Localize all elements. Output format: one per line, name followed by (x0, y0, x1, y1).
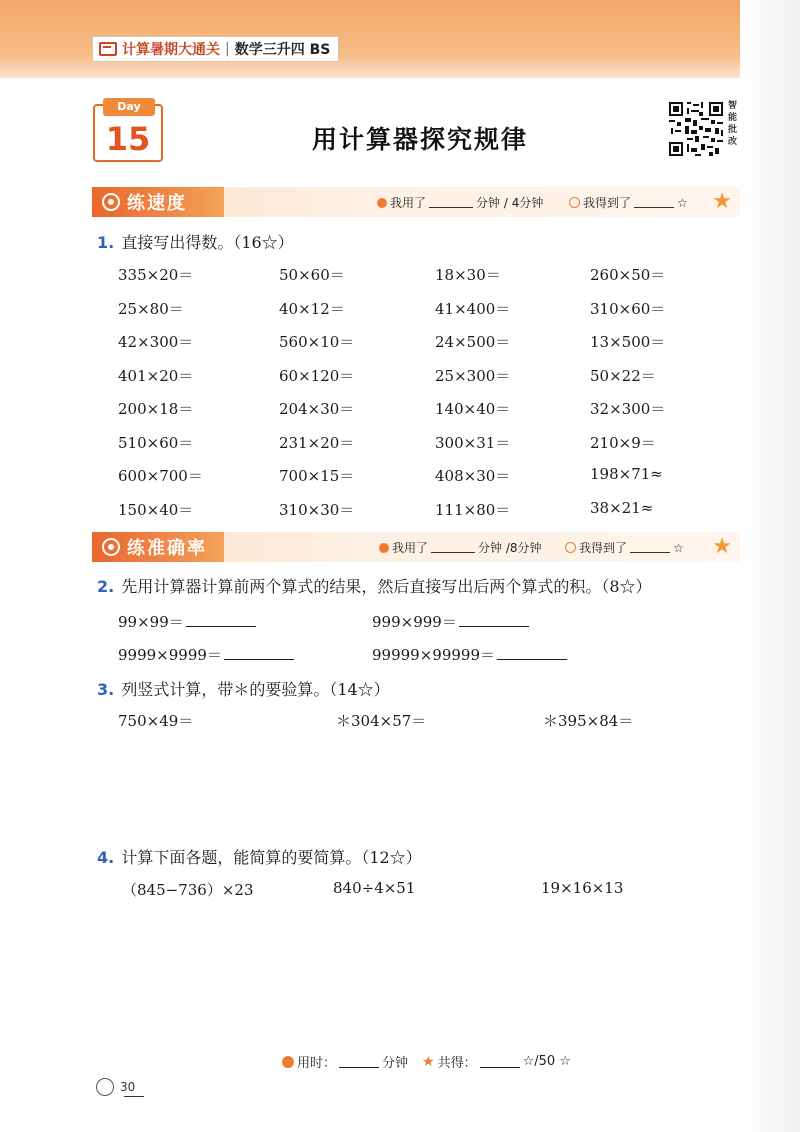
check-icon (565, 542, 576, 553)
footer-time (282, 1052, 408, 1071)
score-blank-2[interactable] (630, 542, 670, 553)
question-1-item: 510×60＝ (118, 433, 194, 452)
page-number-underline (124, 1096, 144, 1097)
footer-time-label: 用时： (297, 1056, 337, 1071)
star-icon: ★ (422, 1053, 435, 1070)
question-1-item: 198×71≈ (590, 465, 663, 483)
series-name: 计算暑期大通关 (122, 42, 220, 58)
time-prefix-2: 我用了 (392, 541, 429, 555)
question-1-item: 335×20＝ (118, 266, 194, 284)
answer-blank[interactable] (459, 613, 529, 627)
time-used-field (377, 194, 543, 211)
question-1-item: 60×120＝ (279, 366, 355, 385)
question-1-item: 408×30＝ (435, 467, 511, 485)
score-field-2 (565, 539, 684, 556)
section-accuracy-bar (92, 532, 740, 562)
footer-time-blank[interactable] (339, 1056, 379, 1068)
page-edge-shadow (740, 0, 800, 1132)
target-icon (102, 538, 120, 556)
qr-code[interactable] (667, 100, 725, 158)
question-1-item: 38×21≈ (590, 498, 654, 517)
question-4-number: 4. (97, 848, 115, 867)
footer-summary (282, 1052, 571, 1071)
question-1-item: 560×10＝ (279, 333, 355, 351)
question-1-item: 200×18＝ (118, 400, 194, 418)
question-1-item: 310×30＝ (279, 500, 355, 519)
question-1-heading (97, 230, 294, 253)
question-3-item: ＊304×57＝ (336, 712, 427, 730)
section-accuracy-label (92, 532, 224, 562)
question-2-item: 9999×9999＝ (118, 644, 294, 665)
star-icon: ★ (712, 189, 732, 214)
series-tag (92, 36, 339, 62)
question-1-item: 24×500＝ (435, 333, 511, 351)
question-2-item: 99×99＝ (118, 611, 256, 632)
question-1-number: 1. (97, 233, 115, 252)
question-2-item: 999×999＝ (372, 611, 529, 632)
day-number: 15 (105, 120, 151, 158)
section-speed-bar (92, 187, 740, 217)
question-4-heading (97, 845, 422, 868)
question-3-item: 750×49＝ (118, 712, 194, 730)
question-1-text: 直接写出得数。（16☆） (121, 233, 294, 252)
qr-side-text: 智能批改 (728, 101, 738, 147)
time-used-field-2 (379, 539, 542, 556)
question-1-item: 401×20＝ (118, 366, 194, 385)
footer-time-unit: 分钟 (382, 1056, 409, 1071)
time-prefix: 我用了 (390, 196, 427, 210)
section-speed-label (92, 187, 224, 217)
question-2-number: 2. (97, 577, 115, 596)
time-blank-2[interactable] (431, 542, 475, 553)
question-3-number: 3. (97, 680, 115, 699)
star-icon: ★ (712, 534, 732, 559)
answer-blank[interactable] (186, 613, 256, 627)
section-accuracy-title: 练准确率 (127, 538, 207, 559)
question-1-item: 210×9＝ (590, 433, 656, 452)
question-1-item: 50×22＝ (590, 366, 656, 385)
question-1-item: 25×300＝ (435, 366, 511, 385)
section-speed-title: 练速度 (127, 193, 187, 214)
answer-blank[interactable] (497, 646, 567, 660)
question-2-text: 先用计算器计算前两个算式的结果，然后直接写出后两个算式的积。（8☆） (121, 577, 652, 596)
question-1-item: 50×60＝ (279, 266, 345, 284)
time-suffix-2: 分钟 /8分钟 (478, 541, 542, 555)
question-4-text: 计算下面各题，能简算的要简算。（12☆） (121, 848, 422, 867)
question-1-item: 700×15＝ (279, 467, 355, 485)
question-1-item: 204×30＝ (279, 400, 355, 418)
question-4-item: 840÷4×51 (333, 879, 416, 897)
question-2-item: 99999×99999＝ (372, 644, 567, 665)
page-title: 用计算器探究规律 (311, 125, 528, 154)
series-grade: 数学三升四 BS (234, 42, 331, 58)
question-1-item: 13×500＝ (590, 333, 666, 351)
day-badge (93, 100, 163, 162)
question-1-item: 40×12＝ (279, 299, 345, 318)
score-field (569, 194, 688, 211)
question-1-item: 150×40＝ (118, 500, 194, 519)
footer-score-blank[interactable] (480, 1056, 520, 1068)
score-prefix: 我得到了 (583, 196, 632, 210)
question-3-text: 列竖式计算，带＊的要验算。（14☆） (121, 680, 390, 699)
score-blank[interactable] (634, 197, 674, 208)
footer-score-unit: ☆/50 ☆ (522, 1054, 571, 1069)
question-1-item: 260×50＝ (590, 266, 666, 284)
question-1-item: 140×40＝ (435, 400, 511, 418)
question-3-item: ＊395×84＝ (543, 712, 634, 730)
question-1-item: 111×80＝ (435, 500, 511, 519)
question-1-item: 310×60＝ (590, 299, 666, 318)
question-1-item: 25×80＝ (118, 299, 184, 318)
question-4-item: 19×16×13 (541, 879, 624, 897)
footer-score (422, 1052, 571, 1071)
footer-score-label: 共得： (437, 1056, 477, 1071)
time-suffix: 分钟 / 4分钟 (476, 196, 544, 210)
question-1-item: 18×30＝ (435, 266, 501, 284)
day-label: Day (103, 98, 155, 116)
score-prefix-2: 我得到了 (579, 541, 628, 555)
book-icon (99, 42, 117, 56)
clock-icon (379, 543, 389, 553)
question-3-heading (97, 677, 390, 700)
question-1-item: 231×20＝ (279, 433, 355, 452)
question-1-item: 600×700＝ (118, 467, 203, 485)
question-1-item: 41×400＝ (435, 299, 511, 318)
question-2-heading (97, 574, 652, 597)
clock-icon (282, 1056, 294, 1068)
score-suffix-2: ☆ (673, 540, 684, 555)
score-suffix: ☆ (677, 195, 688, 210)
page-number: 30 (120, 1080, 136, 1094)
check-icon (569, 197, 580, 208)
question-1-item: 300×31＝ (435, 433, 511, 452)
question-1-item: 42×300＝ (118, 333, 194, 351)
sun-icon (96, 1078, 114, 1096)
stopwatch-icon (102, 193, 120, 211)
clock-icon (377, 198, 387, 208)
question-4-item: （845−736）×23 (122, 881, 254, 899)
series-separator: | (225, 41, 230, 57)
page-number-area (96, 1078, 135, 1096)
answer-blank[interactable] (224, 646, 294, 660)
question-1-item: 32×300＝ (590, 400, 666, 418)
time-blank[interactable] (429, 197, 473, 208)
